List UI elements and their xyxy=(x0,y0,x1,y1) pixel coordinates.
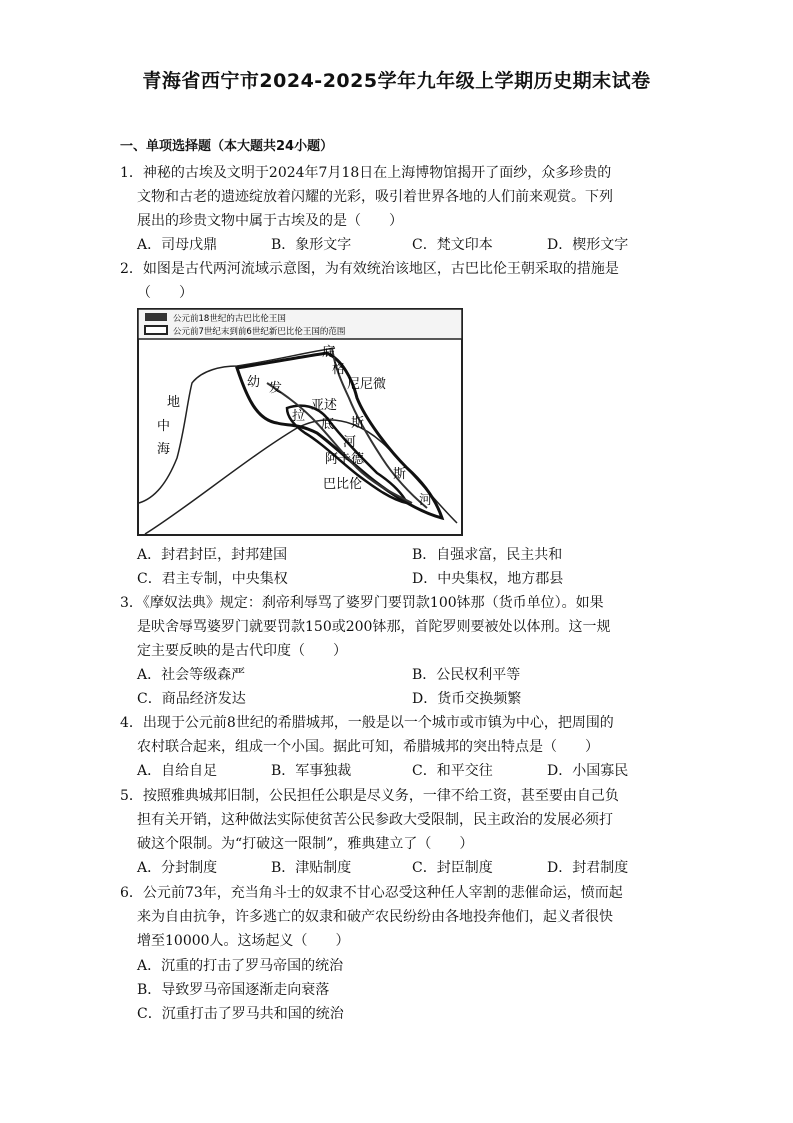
q5-line-1: 5．按照雅典城邦旧制，公民担任公职是尽义务，一律不给工资，甚至要由自己负 xyxy=(120,788,619,804)
legend-swatch-2 xyxy=(145,326,167,334)
q1-option-b[interactable]: B．象形文字 xyxy=(271,237,352,253)
q4-option-a[interactable]: A．自给自足 xyxy=(137,763,218,779)
q6-line-2: 来为自由抗争，许多逃亡的奴隶和破产农民纷纷由各地投奔他们，起义者很快 xyxy=(137,909,613,925)
q6-option-a[interactable]: A．沉重的打击了罗马帝国的统治 xyxy=(137,958,344,974)
q5-option-b[interactable]: B．津贴制度 xyxy=(271,860,352,876)
q3-line-2: 是吠舍辱骂婆罗门就要罚款150或200钵那，首陀罗则要被处以体刑。这一规 xyxy=(137,619,611,635)
label-sea-3: 海 xyxy=(157,442,171,457)
q3-option-c[interactable]: C．商品经济发达 xyxy=(137,691,246,707)
q4-line-2: 农村联合起来，组成一个小国。据此可知，希腊城邦的突出特点是（ ） xyxy=(137,739,599,755)
label-si: 斯 xyxy=(393,467,407,482)
label-la: 拉 xyxy=(292,409,306,424)
two-rivers-map xyxy=(137,308,463,536)
q3-option-b[interactable]: B．公民权利平等 xyxy=(412,667,521,683)
q1-option-d[interactable]: D．楔形文字 xyxy=(547,237,629,253)
q1-line-2: 文物和古老的遗迹绽放着闪耀的光彩，吸引着世界各地的人们前来观赏。下列 xyxy=(137,189,613,205)
q5-line-3: 破这个限制。为“打破这一限制”，雅典建立了（ ） xyxy=(137,836,474,852)
label-ge: 格 xyxy=(332,362,346,377)
q5-option-c[interactable]: C．封臣制度 xyxy=(412,860,493,876)
q2-option-a[interactable]: A．封君封臣，封邦建国 xyxy=(137,547,288,563)
q3-option-a[interactable]: A．社会等级森严 xyxy=(137,667,246,683)
q1-line-3: 展出的珍贵文物中属于古埃及的是（ ） xyxy=(137,213,403,229)
label-nineveh: 尼尼微 xyxy=(347,377,387,392)
label-he2: 河 xyxy=(419,493,433,508)
q3-line-1: 3．《摩奴法典》规定：刹帝利辱骂了婆罗门要罚款100钵那（货币单位）。如果 xyxy=(120,595,604,611)
section-heading: 一、单项选择题（本大题共24小题） xyxy=(120,139,334,154)
label-assur: 亚述 xyxy=(311,398,338,413)
q6-line-1: 6．公元前73年，充当角斗士的奴隶不甘心忍受这种任人宰割的悲催命运，愤而起 xyxy=(120,885,623,901)
legend-swatch-1 xyxy=(145,313,167,321)
q1-option-c[interactable]: C．梵文印本 xyxy=(412,237,493,253)
label-sea-1: 地 xyxy=(167,395,181,410)
q2-line-2: （ ） xyxy=(137,285,193,301)
legend-label-1: 公元前18世纪的古巴比伦王国 xyxy=(173,314,286,324)
q2-option-d[interactable]: D．中央集权，地方郡县 xyxy=(412,571,564,587)
q5-line-2: 担有关开销，这种做法实际使贫苦公民参政大受限制，民主政治的发展必须打 xyxy=(137,812,613,828)
label-di: 底 xyxy=(322,345,336,360)
label-babylon: 巴比伦 xyxy=(323,477,363,492)
label-di2: 底 xyxy=(321,417,335,432)
label-fa: 发 xyxy=(269,381,283,396)
q5-option-d[interactable]: D．封君制度 xyxy=(547,860,629,876)
q1-line-1: 1．神秘的古埃及文明于2024年7月18日在上海博物馆揭开了面纱，众多珍贵的 xyxy=(120,165,612,181)
label-he: 河 xyxy=(343,435,357,450)
q4-option-b[interactable]: B．军事独裁 xyxy=(271,763,352,779)
q5-option-a[interactable]: A．分封制度 xyxy=(137,860,218,876)
label-shi: 斯 xyxy=(351,416,365,431)
q2-option-c[interactable]: C．君主专制，中央集权 xyxy=(137,571,288,587)
q6-option-c[interactable]: C．沉重打击了罗马共和国的统治 xyxy=(137,1006,344,1022)
q2-line-1: 2．如图是古代两河流域示意图，为有效统治该地区，古巴比伦王朝采取的措施是 xyxy=(120,261,619,277)
q3-line-3: 定主要反映的是古代印度（ ） xyxy=(137,643,347,659)
q1-option-a[interactable]: A．司母戊鼎 xyxy=(137,237,218,253)
q2-option-b[interactable]: B．自强求富，民主共和 xyxy=(412,547,563,563)
q4-option-d[interactable]: D．小国寡民 xyxy=(547,763,629,779)
legend-label-2: 公元前7世纪末到前6世纪新巴比伦王国的范围 xyxy=(173,327,346,337)
page-title: 青海省西宁市2024-2025学年九年级上学期历史期末试卷 xyxy=(142,70,651,92)
q4-line-1: 4．出现于公元前8世纪的希腊城邦，一般是以一个城市或市镇为中心，把周围的 xyxy=(120,715,614,731)
q6-option-b[interactable]: B．导致罗马帝国逐渐走向衰落 xyxy=(137,982,330,998)
q3-option-d[interactable]: D．货币交换频繁 xyxy=(412,691,522,707)
label-akkad: 阿卡德 xyxy=(325,452,365,467)
q4-option-c[interactable]: C．和平交往 xyxy=(412,763,493,779)
label-sea-2: 中 xyxy=(157,419,171,434)
label-you: 幼 xyxy=(247,375,261,390)
q6-line-3: 增至10000人。这场起义（ ） xyxy=(137,933,350,949)
